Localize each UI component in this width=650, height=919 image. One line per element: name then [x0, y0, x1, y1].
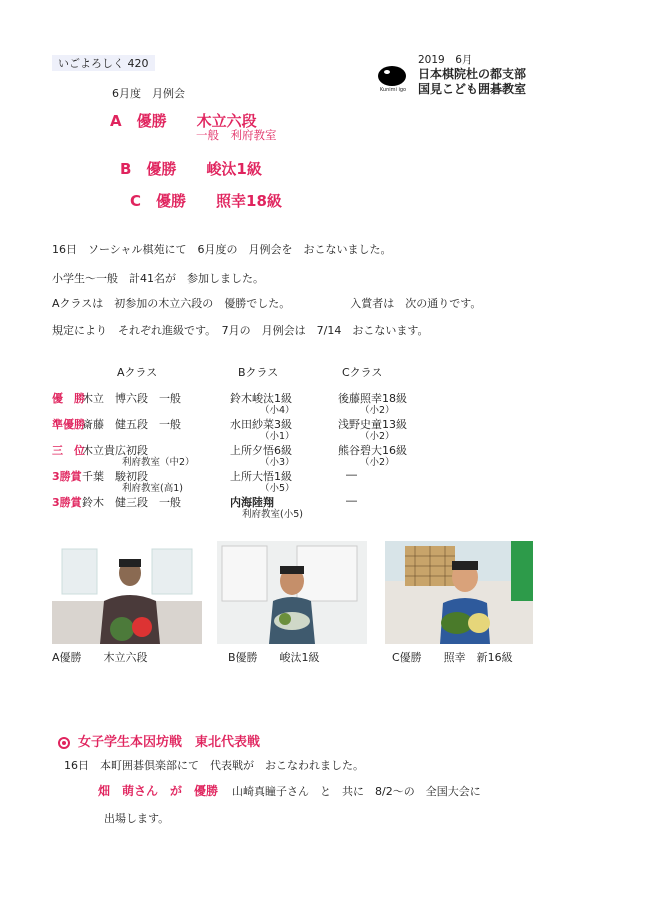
report-paragraph-3: [52, 295, 481, 311]
a-class-affiliation: 利府教室(高1): [122, 483, 183, 494]
row-label: 三 位: [52, 444, 85, 457]
row-label: 3勝賞: [52, 496, 82, 509]
section2-line3: 出場します。: [104, 812, 170, 825]
b-class-grade: （小4）: [260, 405, 295, 416]
logo-caption: Kunimi igo: [379, 87, 407, 93]
report-paragraph-3b: 入賞者は 次の通りです。: [350, 297, 482, 310]
photo-c-winner: [385, 541, 533, 644]
issue-number: いごよろしく 420: [52, 55, 155, 71]
club-name-line1: 日本棋院杜の都支部: [418, 67, 527, 81]
photo-b-caption: B優勝 峻汰1級: [228, 651, 320, 664]
event-title: 6月度 月例会: [112, 87, 185, 100]
winner-a: A 優勝 木立六段: [110, 112, 257, 130]
photo-b-winner: [217, 541, 367, 644]
c-class-name: ―: [346, 468, 357, 481]
a-class-name: 鈴木 健三段 一般: [82, 496, 181, 509]
photo-a-caption: A優勝 木立六段: [52, 651, 148, 664]
row-label: 準優勝: [52, 418, 85, 431]
a-class-name: 木立貴広初段: [82, 444, 148, 457]
c-class-name: 後藤照幸18級: [338, 392, 407, 405]
b-class-grade: （小1）: [260, 431, 295, 442]
c-class-name: 浅野史童13級: [338, 418, 407, 431]
report-paragraph-4: 規定により それぞれ進級です。 7月の 月例会は 7/14 おこないます。: [52, 324, 429, 337]
c-class-name: 熊谷碧大16級: [338, 444, 407, 457]
b-class-grade: （小3）: [260, 457, 295, 468]
row-label: 3勝賞: [52, 470, 82, 483]
photo-c-caption: C優勝 照幸 新16級: [392, 651, 513, 664]
report-paragraph-1: 16日 ソーシャル棋苑にて 6月度の 月例会を おこないました。: [52, 243, 392, 256]
a-class-name: 木立 博六段 一般: [82, 392, 181, 405]
b-class-name: 内海陸翔: [230, 496, 274, 509]
b-class-name: 上所夕悟6級: [230, 444, 292, 457]
a-class-name: 斎藤 健五段 一般: [82, 418, 181, 431]
report-paragraph-3a: Aクラスは 初参加の木立六段の 優勝でした。: [52, 297, 291, 310]
winner-c: C 優勝 照幸18級: [130, 192, 282, 210]
c-class-grade: （小2）: [360, 457, 395, 468]
section2-title-text: 女子学生本因坊戦 東北代表戦: [78, 735, 261, 750]
b-class-name: 水田紗菜3級: [230, 418, 292, 431]
header-c-class: Cクラス: [342, 366, 383, 379]
report-paragraph-2: 小学生～一般 計41名が 参加しました。: [52, 272, 264, 285]
section2-line2: [98, 782, 481, 799]
b-class-name: 上所大悟1級: [230, 470, 292, 483]
section2-line2-text: 山崎真瞳子さん と 共に 8/2～の 全国大会に: [232, 785, 481, 798]
a-class-name: 千葉 駿初段: [82, 470, 148, 483]
winner-a-affiliation: 一般 利府教室: [196, 128, 277, 142]
c-class-name: ―: [346, 494, 357, 507]
b-class-grade: （小5）: [260, 483, 295, 494]
bullet-circle-icon: [58, 737, 70, 749]
club-name-line2: 国見こども囲碁教室: [418, 82, 527, 96]
b-class-affiliation: 利府教室(小5): [242, 509, 303, 520]
club-name: [418, 67, 526, 97]
header-b-class: Bクラス: [238, 366, 279, 379]
section2-winner: 畑 萌さん が 優勝: [98, 784, 219, 798]
go-stone-icon: [378, 66, 406, 86]
issue-date: 2019 6月: [418, 54, 473, 66]
section2-line1: 16日 本町囲碁倶楽部にて 代表戦が おこなわれました。: [64, 759, 364, 772]
club-logo: [378, 66, 408, 93]
winner-b: B 優勝 峻汰1級: [120, 160, 262, 178]
photo-a-winner: [52, 541, 202, 644]
row-label: 優 勝: [52, 392, 85, 405]
b-class-name: 鈴木峻汰1級: [230, 392, 292, 405]
section2-title: [58, 731, 260, 750]
a-class-affiliation: 利府教室（中2）: [122, 457, 195, 468]
header-a-class: Aクラス: [117, 366, 158, 379]
c-class-grade: （小2）: [360, 431, 395, 442]
c-class-grade: （小2）: [360, 405, 395, 416]
